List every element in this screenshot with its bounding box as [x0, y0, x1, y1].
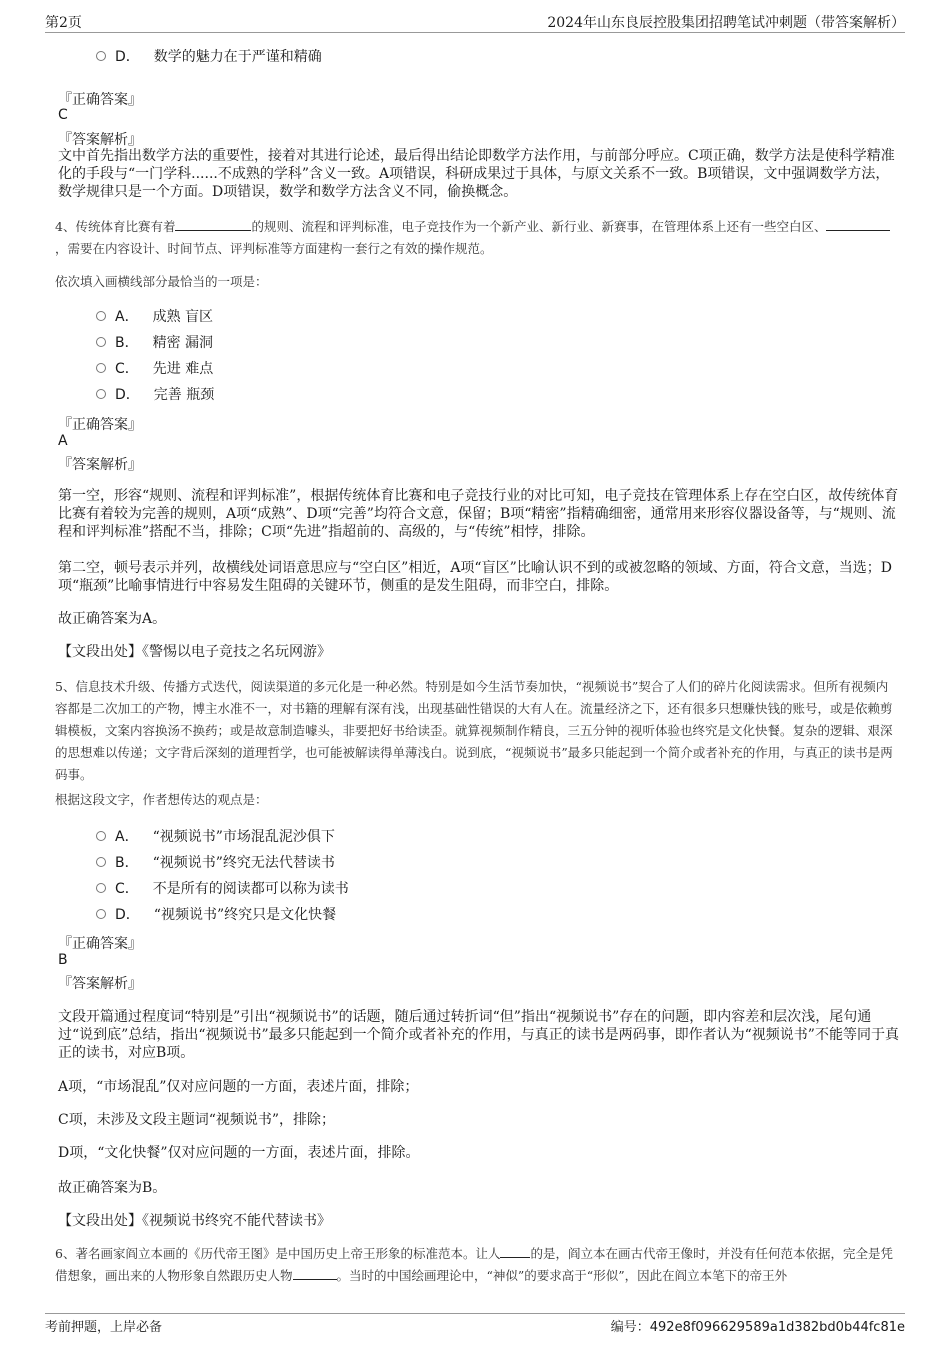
q5-option-c[interactable]: C． 不是所有的阅读都可以称为读书 — [96, 879, 349, 899]
q3-option-d[interactable]: D． 数学的魅力在于严谨和精确 — [96, 47, 322, 67]
footer-slogan: 考前押题，上岸必备 — [45, 1320, 163, 1335]
fill-blank — [826, 216, 890, 231]
q5-option-b[interactable]: B． “视频说书”终究无法代替读书 — [96, 853, 335, 873]
radio-icon[interactable] — [96, 909, 106, 919]
radio-icon[interactable] — [96, 857, 106, 867]
q4-prompt: 依次填入画横线部分最恰当的一项是： — [55, 274, 268, 289]
radio-icon[interactable] — [96, 831, 106, 841]
document-title: 2024年山东良辰控股集团招聘笔试冲刺题（带答案解析） — [547, 15, 905, 31]
analysis-text: 文段开篇通过程度词“特别是”引出“视频说书”的话题，随后通过转折词“但”指出“视频说书”存在的问题，即内容差和层次浅，尾句通过“说到底”总结，指出“视频说书”最多只能起到一个简介或者补充的作用，与真正的读书是两码事，即作者认为“视频说书”不能等同于真正的读书，对应B项。 — [58, 1009, 899, 1061]
correct-answer: B — [58, 952, 68, 968]
analysis-text: A项，“市场混乱”仅对应问题的一方面，表述片面，排除； — [58, 1079, 419, 1095]
correct-answer: C — [58, 107, 68, 123]
radio-icon[interactable] — [96, 363, 106, 373]
conclusion: 故正确答案为B。 — [58, 1180, 167, 1196]
analysis-text: D项，“文化快餐”仅对应问题的一方面，表述片面，排除。 — [58, 1145, 420, 1161]
radio-icon[interactable] — [96, 337, 106, 347]
fill-blank — [175, 216, 251, 231]
q4-option-a[interactable]: A． 成熟 盲区 — [96, 307, 213, 327]
radio-icon[interactable] — [96, 51, 106, 61]
q4-option-b[interactable]: B． 精密 漏洞 — [96, 333, 213, 353]
q5-prompt: 根据这段文字，作者想传达的观点是： — [55, 792, 268, 807]
analysis-text: C项，未涉及文段主题词“视频说书”，排除； — [58, 1112, 336, 1128]
q4-option-c[interactable]: C． 先进 难点 — [96, 359, 213, 379]
analysis-label: 『答案解析』 — [58, 976, 142, 992]
document-id: 编号：492e8f096629589a1d382bd0b44fc81e — [610, 1320, 905, 1335]
radio-icon[interactable] — [96, 883, 106, 893]
conclusion: 故正确答案为A。 — [58, 611, 167, 627]
fill-blank — [500, 1243, 530, 1258]
fill-blank — [293, 1265, 337, 1280]
page-number: 第2页 — [45, 15, 82, 31]
analysis-text: 第一空，形容“规则、流程和评判标准”，根据传统体育比赛和电子竞技行业的对比可知，电子竞技在管理体系上存在空白区，故传统体育比赛有着较为完善的规则，A项“成熟”、D项“完善”均符合文意，保留；B项“精密”指精确细密，通常用来形容仪器设备等，与“规则、流程和评判标准”搭配不当，排除；C项“先进”指超前的、高级的，与“传统”相悖，排除。 — [58, 488, 899, 540]
q5-option-d[interactable]: D． “视频说书”终究只是文化快餐 — [96, 905, 336, 925]
answer-label: 『正确答案』 — [58, 417, 142, 433]
analysis-text: 文中首先指出数学方法的重要性，接着对其进行论述，最后得出结论即数学方法作用，与前部分呼应。C项正确，数学方法是使科学精准化的手段与“一门学科......不成熟的学科”含义一致。A项错误，科研成果过于具体，与原文关系不一致。B项错误，文中强调数学方法，数学规律只是一个方面。D项错误，数学和数学方法含义不同，偷换概念。 — [58, 148, 895, 200]
q5-option-a[interactable]: A． “视频说书”市场混乱泥沙俱下 — [96, 827, 335, 847]
analysis-text: 第二空，顿号表示并列，故横线处词语意思应与“空白区”相近，A项“盲区”比喻认识不到的或被忽略的领域、方面，符合文意，当选；D项“瓶颈”比喻事情进行中容易发生阻碍的关键环节，侧重的是发生阻碍，而非空白，排除。 — [58, 560, 892, 594]
correct-answer: A — [58, 433, 68, 449]
q5-stem: 5、信息技术升级、传播方式迭代，阅读渠道的多元化是一种必然。特别是如今生活节奏加快，“视频说书”契合了人们的碎片化阅读需求。但所有视频内容都是二次加工的产物，博主水准不一，对书籍的理解有深有浅，出现基础性错误的大有人在。流量经济之下，还有很多只想赚快钱的账号，或是依赖剪辑模板，文案内容换汤不换药；或是故意制造噱头，非要把好书给读歪。就算视频制作精良，三五分钟的视听体验也终究是文化快餐。复杂的逻辑、艰深的思想难以传递；文字背后深刻的道理哲学，也可能被解读得单薄浅白。说到底，“视频说书”最多只能起到一个简介或者补充的作用，与真正的读书是两码事。 — [55, 679, 893, 782]
q4-option-d[interactable]: D． 完善 瓶颈 — [96, 385, 214, 405]
answer-label: 『正确答案』 — [58, 92, 142, 108]
answer-label: 『正确答案』 — [58, 936, 142, 952]
page-footer — [45, 1313, 905, 1336]
radio-icon[interactable] — [96, 311, 106, 321]
q4-stem: 4、传统体育比赛有着 的规则、流程和评判标准，电子竞技作为一个新产业、新行业、新赛事，在管理体系上还有一些空白区、，需要在内容设计、时间节点、评判标准等方面建构一套行之有效的操作规范。 — [55, 216, 900, 260]
radio-icon[interactable] — [96, 389, 106, 399]
q6-stem: 6、著名画家阎立本画的《历代帝王图》是中国历史上帝王形象的标准范本。让人 的是，阎立本在画古代帝王像时，并没有任何范本依据，完全是凭借想象，画出来的人物形象自然跟历史人物 。当时的中国绘画理论中，“神似”的要求高于“形似”，因此在阎立本笔下的帝王外 — [55, 1243, 900, 1287]
source: 【文段出处】《视频说书终究不能代替读书》 — [58, 1213, 331, 1229]
page-header — [45, 10, 905, 33]
analysis-label: 『答案解析』 — [58, 132, 142, 148]
analysis-label: 『答案解析』 — [58, 457, 142, 473]
source: 【文段出处】《警惕以电子竞技之名玩网游》 — [58, 644, 331, 660]
